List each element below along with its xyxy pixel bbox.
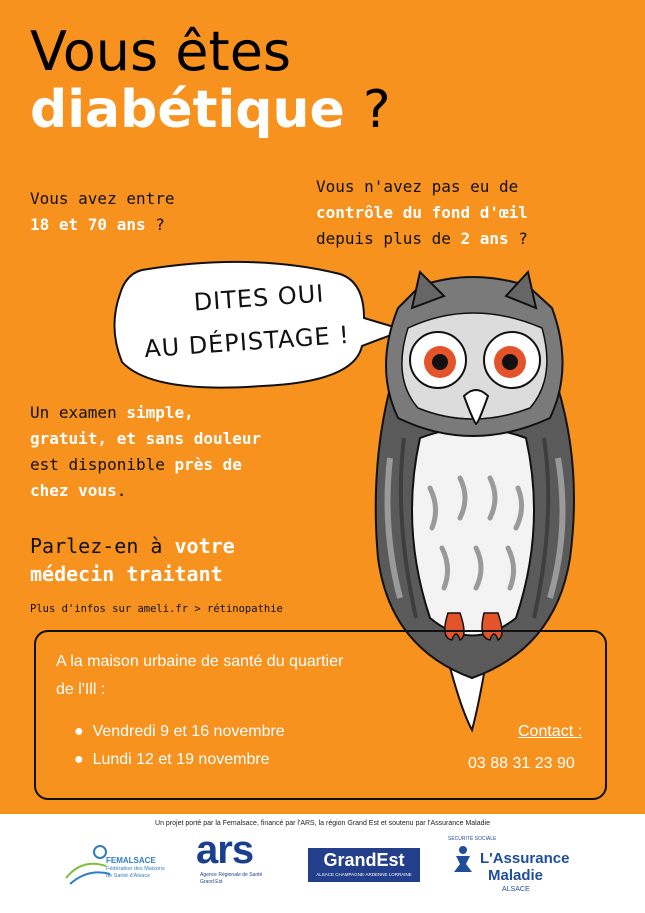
assurance-sub: ALSACE (502, 886, 530, 893)
exam-line-4 (30, 478, 330, 504)
more-info-link[interactable]: Plus d'infos sur ameli.fr > rétinopathie (30, 603, 283, 615)
grand-est-sub: ALSACE CHAMPAGNE-ARDENNE LORRAINE (316, 872, 412, 877)
doctor-highlight-2: médecin traitant (30, 562, 223, 586)
fond-question (316, 174, 636, 252)
date-item-label: Vendredi 9 et 16 novembre (92, 723, 285, 740)
exam-p3: . (116, 481, 127, 500)
assurance-name-2: Maladie (488, 867, 544, 884)
date-list (74, 718, 374, 774)
location-box (34, 630, 607, 800)
age-suffix: ? (145, 215, 165, 234)
footer (0, 814, 645, 913)
contact-phone[interactable]: 03 88 31 23 90 (468, 755, 575, 772)
fond-line-3-prefix: depuis plus de (316, 229, 461, 248)
location-text (56, 648, 436, 704)
fond-line-1: Vous n'avez pas eu de (316, 177, 519, 196)
date-item (74, 718, 374, 746)
contact-label: Contact : (518, 723, 583, 740)
fond-line-3-suffix: ? (508, 229, 528, 248)
location-line-1: A la maison urbaine de santé du quartier (56, 653, 344, 670)
date-item (74, 746, 374, 774)
bullet-icon: ● (74, 751, 84, 768)
exam-h4: chez vous (30, 481, 117, 500)
age-question (30, 186, 290, 238)
ars-name: ars (196, 828, 254, 872)
footer-credit: Un projet porté par la Femalsace, financé par l'ARS, la région Grand Est et soutenu par l'Assurance Maladie (155, 820, 490, 827)
ars-sub-2: Grand Est (200, 879, 223, 885)
femalsace-logo (62, 838, 192, 890)
fond-line-3-highlight: 2 ans (460, 229, 509, 248)
femalsace-sub-2: de Santé d'Alsace (106, 873, 151, 879)
fond-highlight: contrôle du fond d'œil (316, 203, 528, 222)
doctor-line-1 (30, 532, 360, 560)
assurance-name-1: L'Assurance (480, 850, 570, 867)
speech-bubble (112, 258, 402, 398)
exam-h3: près de (174, 455, 242, 474)
title-question-mark: ? (362, 80, 391, 140)
exam-line-3 (30, 452, 330, 478)
doctor-prefix: Parlez-en à (30, 534, 175, 558)
ars-logo (196, 828, 286, 898)
title-line-1: Vous êtes (30, 20, 292, 83)
exam-h1: simple, (126, 403, 194, 422)
fond-line-3 (316, 226, 636, 252)
exam-h2: gratuit, et sans douleur (30, 429, 262, 448)
ars-sub-1: Agence Régionale de Santé (200, 872, 263, 878)
location-line-2: de l'Ill : (56, 681, 106, 698)
speech-bubble-line-1: DITES OUI (192, 279, 326, 317)
title-diabetique: diabétique (30, 80, 345, 140)
assurance-tag: SÉCURITÉ SOCIALE (448, 836, 497, 842)
assurance-figure-icon (450, 844, 476, 874)
exam-description (30, 400, 330, 504)
title-line-2 (30, 80, 391, 140)
age-highlight: 18 et 70 ans (30, 215, 146, 234)
date-item-label: Lundi 12 et 19 novembre (92, 751, 270, 768)
assurance-maladie-logo (448, 836, 568, 906)
speech-bubble-line-2: AU DÉPISTAGE ! (143, 320, 351, 364)
grand-est-name: GrandEst (323, 850, 405, 870)
age-line-1: Vous avez entre (30, 189, 175, 208)
femalsace-name: FEMALSACE (106, 856, 156, 865)
exam-line-1 (30, 400, 330, 426)
exam-p1: Un examen (30, 403, 127, 422)
femalsace-sub-1: Fédération des Maisons (106, 866, 165, 872)
grand-est-logo (308, 848, 420, 882)
bullet-icon: ● (74, 723, 84, 740)
doctor-highlight-1: votre (174, 534, 235, 558)
doctor-advice (30, 532, 360, 588)
age-line-2 (30, 212, 290, 238)
exam-p2: est disponible (30, 455, 175, 474)
